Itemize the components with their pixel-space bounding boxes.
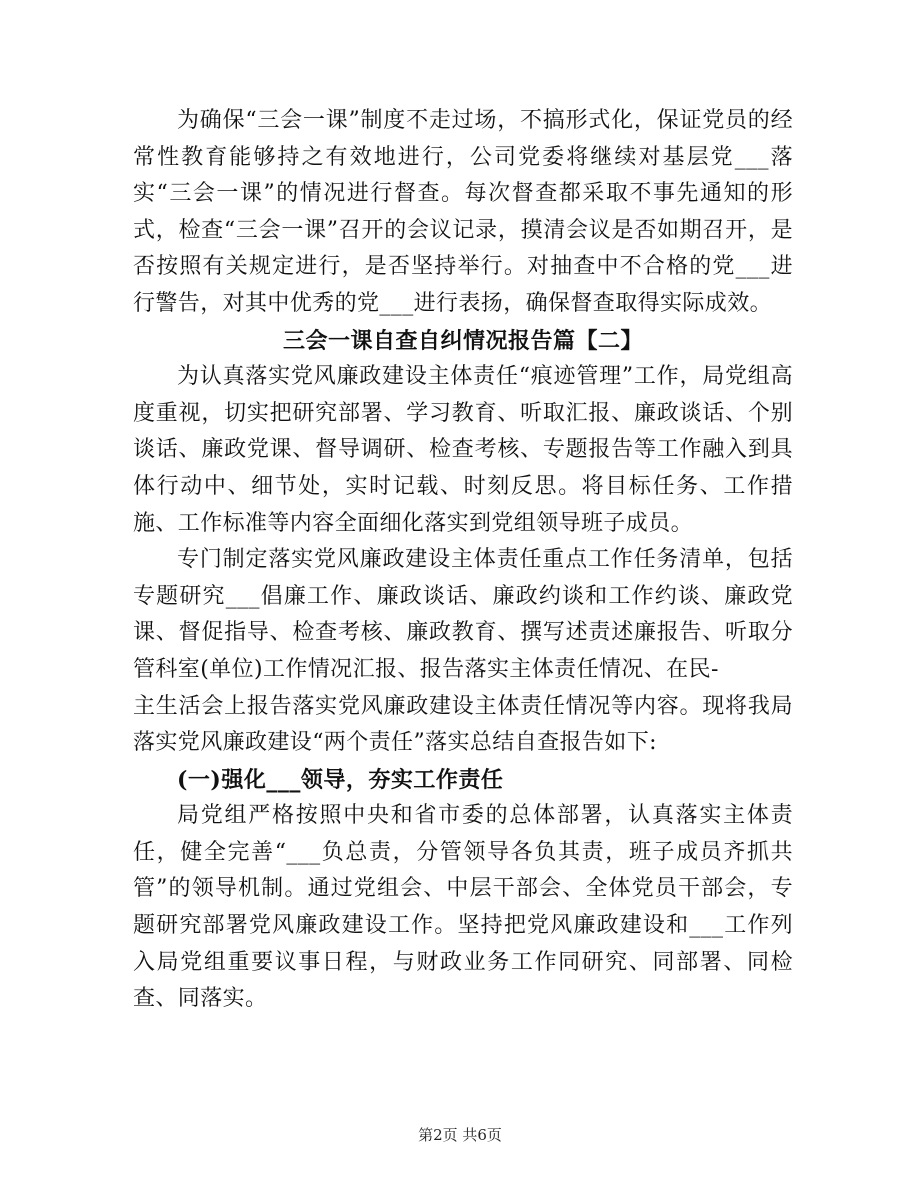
subsection-title: (一)强化___领导，夯实工作责任 xyxy=(177,766,504,793)
section-title: 三会一课自查自纠情况报告篇【二】 xyxy=(282,327,643,354)
paragraph-supervision: 为确保“三会一课”制度不走过场，不搞形式化，保证党员的经常性教育能够持之有效地进行，公司党委将继续对基层党___落实“三会一课”的情况进行督查。每次督查都采取不事先通知的形式，检查“三会一课”召开的会议记录，摸清会议是否如期召开，是否按照有关规定进行，是否坚持举行。对抽查中不合格的党___进行警告，对其中优秀的党___进行表扬，确保督查取得实际成效。 xyxy=(133,108,793,316)
page-indicator: 第2页 共6页 xyxy=(418,1126,502,1144)
paragraph-leadership: 局党组严格按照中央和省市委的总体部署，认真落实主体责任，健全完善“___负总责，分管领导各负其责，班子成员齐抓共管”的领导机制。通过党组会、中层干部会、全体党员干部会，专题研究部署党风廉政建设工作。坚持把党风廉政建设和___工作列入局党组重要议事日程，与财政业务工作同研究、同部署、同检查、同落实。 xyxy=(133,803,793,1012)
paragraph-trace-management: 为认真落实党风廉政建设主体责任“痕迹管理”工作，局党组高度重视，切实把研究部署、学习教育、听取汇报、廉政谈话、个别谈话、廉政党课、督导调研、检查考核、专题报告等工作融入到具体行动中、细节处，实时记载、时刻反思。将目标任务、工作措施、工作标准等内容全面细化落实到党组领导班子成员。 xyxy=(133,364,793,536)
paragraph-task-list: 专门制定落实党风廉政建设主体责任重点工作任务清单，包括专题研究___倡廉工作、廉政谈话、廉政约谈和工作约谈、廉政党课、督促指导、检查考核、廉政教育、撰写述责述廉报告、听取分管科室(单位)工作情况汇报、报告落实主体责任情况、在民- xyxy=(133,547,793,682)
document-body xyxy=(133,103,793,1018)
paragraph-task-list-continued: 主生活会上报告落实党风廉政建设主体责任情况等内容。现将我局落实党风廉政建设“两个责任”落实总结自查报告如下: xyxy=(133,693,793,756)
